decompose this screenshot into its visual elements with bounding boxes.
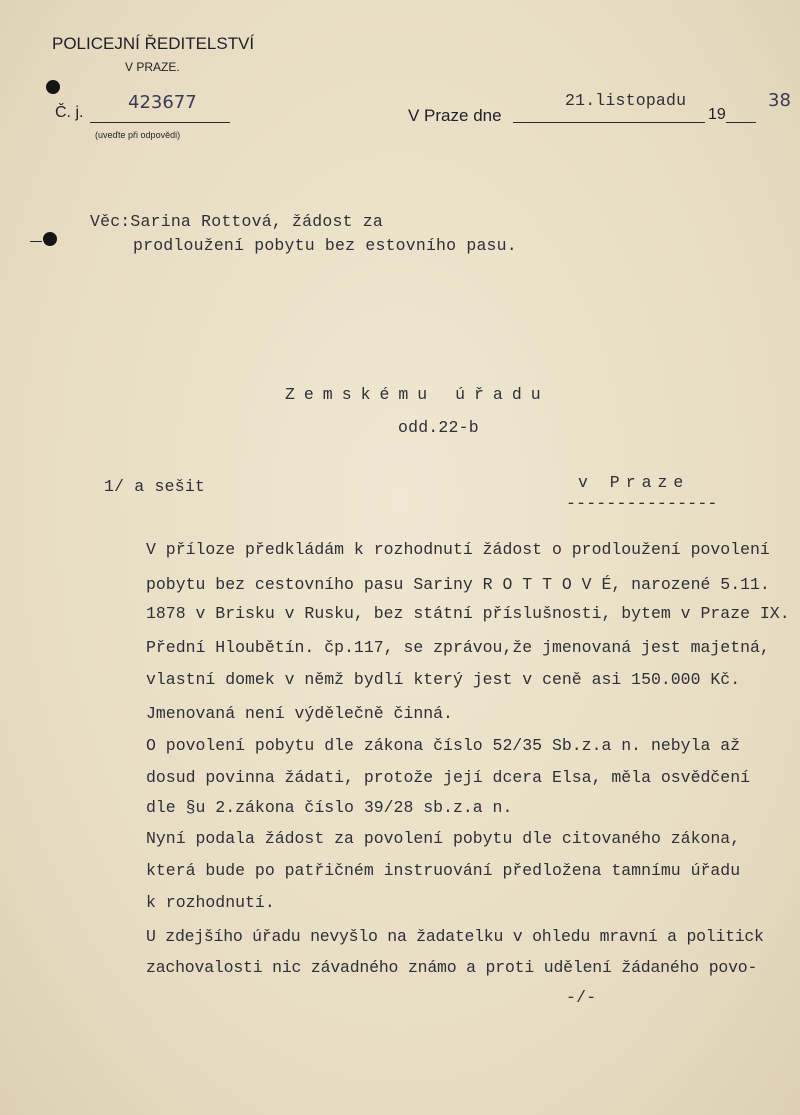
date-value: 21.listopadu: [565, 91, 687, 110]
body-line: O povolení pobytu dle zákona číslo 52/35 Sb.z.a n. nebyla až: [146, 736, 741, 755]
punch-hole-middle: [43, 232, 57, 246]
office-name: POLICEJNÍ ŘEDITELSTVÍ: [52, 34, 255, 53]
body-line: dosud povinna žádati, protože její dcera Elsa, měla osvědčení: [146, 768, 750, 787]
year-value: 38: [768, 90, 791, 111]
body-line: V příloze předkládám k rozhodnutí žádost o prodloužení povolení: [146, 540, 770, 559]
place-label: V Praze dne: [408, 106, 502, 125]
addressee-city: v Praze: [578, 473, 690, 492]
body-line: dle §u 2.zákona číslo 39/28 sb.z.a n.: [146, 798, 513, 817]
subject-line-2: prodloužení pobytu bez estovního pasu.: [133, 236, 517, 255]
body-line: Jmenovaná není výdělečně činná.: [146, 704, 453, 723]
margin-tick: [30, 241, 42, 242]
body-line: U zdejšího úřadu nevyšlo na žadatelku v ohledu mravní a politick: [146, 927, 764, 946]
reference-underline: [90, 122, 230, 123]
subject-line-1: Věc:Sarina Rottová, žádost za: [90, 212, 383, 231]
addressee-name: Zemskému úřadu: [285, 385, 550, 404]
page-marker: -/-: [566, 988, 597, 1007]
body-line: vlastní domek v němž bydlí který jest v ceně asi 150.000 Kč.: [146, 670, 741, 689]
addressee-department: odd.22-b: [398, 418, 479, 437]
reference-number: 423677: [128, 92, 197, 113]
office-city: V PRAZE.: [125, 60, 180, 74]
year-underline: [726, 122, 756, 123]
body-line: která bude po patřičném instruování předložena tamnímu úřadu: [146, 861, 741, 880]
reference-label: Č. j.: [55, 104, 84, 121]
date-underline: [513, 122, 705, 123]
body-line: 1878 v Brisku v Rusku, bez státní příslušnosti, bytem v Praze IX.: [146, 604, 790, 623]
body-line: zachovalosti nic závadného známo a proti udělení žádaného povo-: [146, 958, 758, 977]
body-line: Přední Hloubětín. čp.117, se zprávou,že jmenovaná jest majetná,: [146, 638, 770, 657]
body-line: k rozhodnutí.: [146, 893, 275, 912]
enclosure-note: 1/ a sešit: [104, 477, 206, 496]
body-line: Nyní podala žádost za povolení pobytu dle citovaného zákona,: [146, 829, 741, 848]
reference-note: (uveďte při odpovědi): [95, 130, 181, 140]
addressee-city-underline: ---------------: [566, 494, 718, 513]
body-line: pobytu bez cestovního pasu Sariny R O T T O V É, narozené 5.11.: [146, 575, 770, 594]
century-label: 19: [708, 106, 726, 123]
punch-hole-top: [46, 80, 60, 94]
